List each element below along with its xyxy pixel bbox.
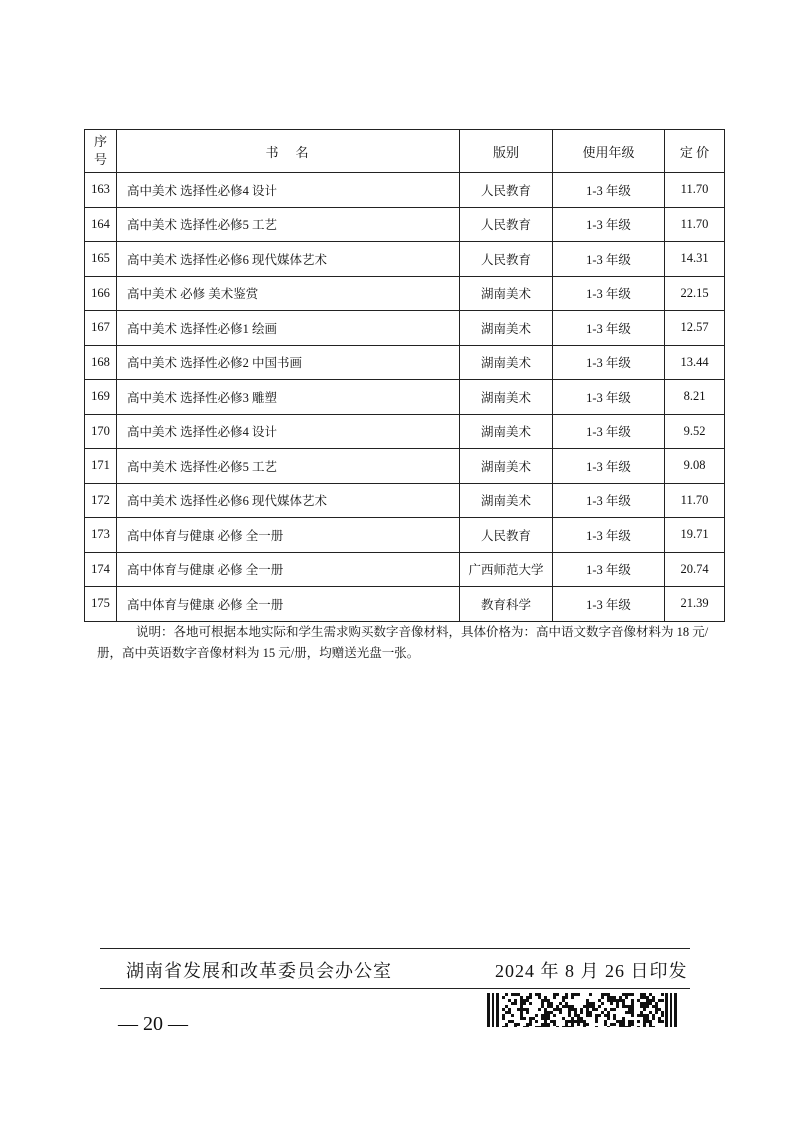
cell-price: 19.71 xyxy=(665,518,725,553)
cell-no: 171 xyxy=(85,449,117,484)
cell-publisher: 湖南美术 xyxy=(460,345,553,380)
cell-price: 14.31 xyxy=(665,242,725,277)
cell-grade: 1-3 年级 xyxy=(553,552,665,587)
cell-publisher: 湖南美术 xyxy=(460,311,553,346)
cell-no: 164 xyxy=(85,207,117,242)
cell-name: 高中美术 选择性必修5 工艺 xyxy=(117,449,460,484)
cell-grade: 1-3 年级 xyxy=(553,345,665,380)
cell-grade: 1-3 年级 xyxy=(553,173,665,208)
cell-no: 166 xyxy=(85,276,117,311)
cell-name: 高中体育与健康 必修 全一册 xyxy=(117,587,460,622)
cell-grade: 1-3 年级 xyxy=(553,483,665,518)
table-row xyxy=(85,276,725,311)
cell-price: 20.74 xyxy=(665,552,725,587)
header-name: 书 名 xyxy=(117,130,460,173)
cell-name: 高中美术 必修 美术鉴赏 xyxy=(117,276,460,311)
cell-price: 9.52 xyxy=(665,414,725,449)
header-no-line2: 号 xyxy=(93,152,107,167)
cell-name: 高中美术 选择性必修3 雕塑 xyxy=(117,380,460,415)
header-grade: 使用年级 xyxy=(553,130,665,173)
cell-grade: 1-3 年级 xyxy=(553,207,665,242)
cell-publisher: 人民教育 xyxy=(460,518,553,553)
table-row xyxy=(85,380,725,415)
cell-price: 22.15 xyxy=(665,276,725,311)
issuing-office: 湖南省发展和改革委员会办公室 xyxy=(126,961,392,981)
cell-no: 172 xyxy=(85,483,117,518)
table-row xyxy=(85,242,725,277)
table-row xyxy=(85,207,725,242)
cell-no: 168 xyxy=(85,345,117,380)
cell-no: 167 xyxy=(85,311,117,346)
cell-price: 21.39 xyxy=(665,587,725,622)
explanatory-note: 说明：各地可根据本地实际和学生需求购买数字音像材料，具体价格为：高中语文数字音像材料为 18 元/册，高中英语数字音像材料为 15 元/册，均赠送光盘一张。 xyxy=(97,625,709,660)
table-row xyxy=(85,449,725,484)
cell-publisher: 教育科学 xyxy=(460,587,553,622)
cell-name: 高中美术 选择性必修2 中国书画 xyxy=(117,345,460,380)
table-row xyxy=(85,414,725,449)
table-row xyxy=(85,518,725,553)
cell-price: 11.70 xyxy=(665,207,725,242)
cell-grade: 1-3 年级 xyxy=(553,449,665,484)
cell-grade: 1-3 年级 xyxy=(553,380,665,415)
cell-no: 174 xyxy=(85,552,117,587)
cell-name: 高中体育与健康 必修 全一册 xyxy=(117,518,460,553)
cell-grade: 1-3 年级 xyxy=(553,518,665,553)
cell-price: 11.70 xyxy=(665,483,725,518)
header-publisher: 版别 xyxy=(460,130,553,173)
table-row xyxy=(85,173,725,208)
cell-publisher: 湖南美术 xyxy=(460,483,553,518)
cell-name: 高中美术 选择性必修4 设计 xyxy=(117,173,460,208)
header-no xyxy=(85,130,117,173)
cell-no: 170 xyxy=(85,414,117,449)
cell-price: 9.08 xyxy=(665,449,725,484)
cell-publisher: 人民教育 xyxy=(460,242,553,277)
cell-grade: 1-3 年级 xyxy=(553,414,665,449)
table-row xyxy=(85,587,725,622)
cell-publisher: 广西师范大学 xyxy=(460,552,553,587)
cell-name: 高中美术 选择性必修1 绘画 xyxy=(117,311,460,346)
cell-no: 169 xyxy=(85,380,117,415)
cell-name: 高中美术 选择性必修4 设计 xyxy=(117,414,460,449)
cell-publisher: 人民教育 xyxy=(460,207,553,242)
cell-price: 11.70 xyxy=(665,173,725,208)
cell-no: 175 xyxy=(85,587,117,622)
table-header-row xyxy=(85,130,725,173)
cell-no: 163 xyxy=(85,173,117,208)
barcode-icon xyxy=(487,993,677,1027)
table-row xyxy=(85,311,725,346)
cell-publisher: 湖南美术 xyxy=(460,276,553,311)
cell-grade: 1-3 年级 xyxy=(553,276,665,311)
cell-name: 高中美术 选择性必修5 工艺 xyxy=(117,207,460,242)
cell-price: 13.44 xyxy=(665,345,725,380)
cell-price: 12.57 xyxy=(665,311,725,346)
cell-no: 165 xyxy=(85,242,117,277)
cell-name: 高中美术 选择性必修6 现代媒体艺术 xyxy=(117,242,460,277)
cell-publisher: 湖南美术 xyxy=(460,414,553,449)
cell-publisher: 湖南美术 xyxy=(460,449,553,484)
cell-name: 高中美术 选择性必修6 现代媒体艺术 xyxy=(117,483,460,518)
header-no-line1: 序 xyxy=(93,134,107,149)
header-price: 定 价 xyxy=(665,130,725,173)
cell-no: 173 xyxy=(85,518,117,553)
cell-name: 高中体育与健康 必修 全一册 xyxy=(117,552,460,587)
cell-grade: 1-3 年级 xyxy=(553,587,665,622)
table-row xyxy=(85,345,725,380)
price-table xyxy=(84,129,725,622)
cell-publisher: 人民教育 xyxy=(460,173,553,208)
table-row xyxy=(85,552,725,587)
footer-rule-bottom xyxy=(100,988,690,989)
cell-grade: 1-3 年级 xyxy=(553,311,665,346)
page-number: — 20 — xyxy=(118,1013,188,1035)
table-row xyxy=(85,483,725,518)
cell-grade: 1-3 年级 xyxy=(553,242,665,277)
cell-price: 8.21 xyxy=(665,380,725,415)
cell-publisher: 湖南美术 xyxy=(460,380,553,415)
issue-date: 2024 年 8 月 26 日印发 xyxy=(495,961,688,981)
footer-rule-top xyxy=(100,948,690,949)
